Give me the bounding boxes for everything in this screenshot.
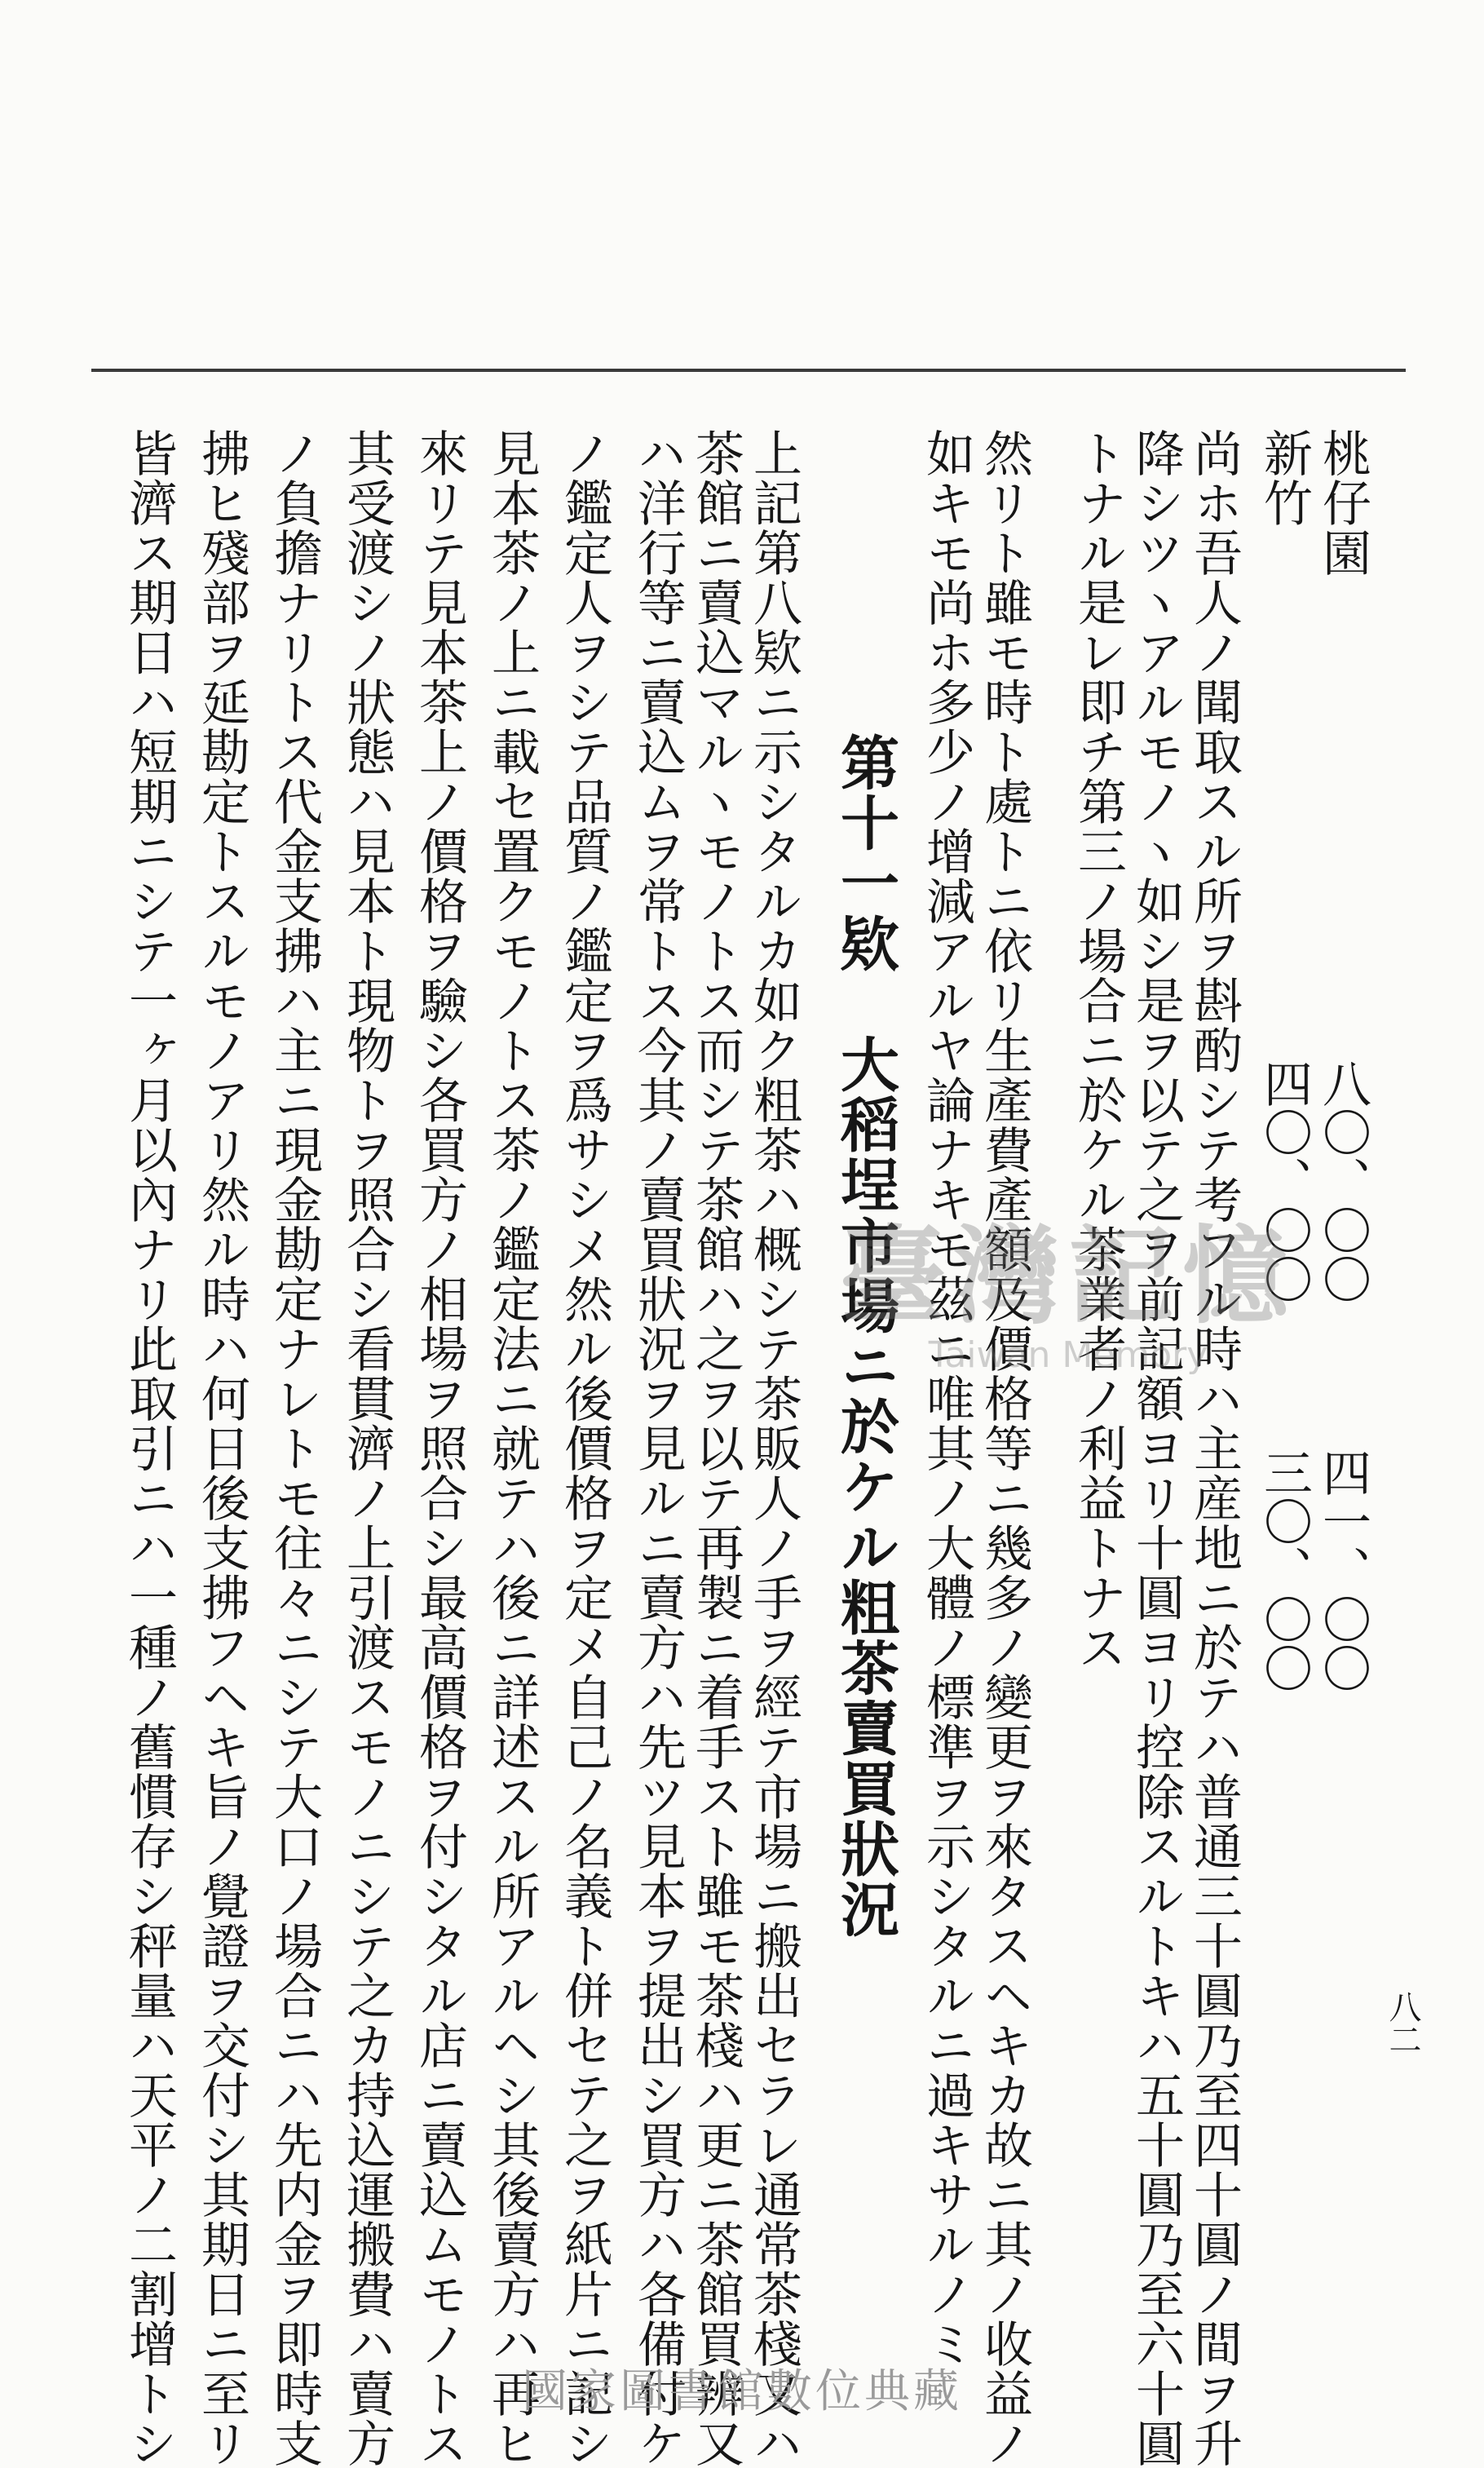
body-column: 然リト雖モ時ト處トニ依リ生產費產額及價格等ニ幾多ノ變更ヲ來タスヘキカ故ニ其ノ收益ノ xyxy=(976,428,1033,2468)
watermark-sub-text: Taiwan Memory xyxy=(928,1334,1208,1376)
section-column: 上記第八欵ニ示シタルカ如ク粗茶ハ概シテ茶販人ノ手ヲ經テ市場ニ搬出セラレ通常茶棧又ハ xyxy=(745,428,802,2468)
section-column: ハ洋行等ニ賣込ムヲ常トス今其ノ賣買狀況ヲ見ルニ賣方ハ先ツ見本ヲ提出シ買方ハ各備付ケ xyxy=(629,428,687,2468)
section-column: 來リテ見本茶上ノ價格ヲ驗シ各買方ノ相場ヲ照合シ最高價格ヲ付シタル店ニ賣込ムモノトス xyxy=(411,428,468,2468)
section-column: 茶館ニ賣込マルヽモノトス而シテ茶館ハ之ヲ以テ再製ニ着手スト雖モ茶棧ハ更ニ茶館買辨又 xyxy=(687,428,744,2468)
section-column: ノ負擔ナリトス代金支拂ハ主ニ現金勘定ナレトモ往々ニシテ大口ノ場合ニハ先内金ヲ即時支 xyxy=(266,428,323,2468)
section-column: 拂ヒ殘部ヲ延勘定トスルモノアリ然ル時ハ何日後支拂フヘキ旨ノ覺證ヲ交付シ其期日ニ至リ xyxy=(193,428,250,2468)
section-column: 見本茶ノ上ニ載セ置クモノトス茶ノ鑑定法ニ就テハ後ニ詳述スル所アルヘシ其後賣方ハ再ヒ xyxy=(484,428,541,2468)
table-value-hsinchu-a: 四〇、〇〇 xyxy=(1256,1059,1313,1303)
header-rule xyxy=(91,369,1406,372)
table-place-hsinchu: 新竹 xyxy=(1256,428,1313,528)
table-value-hsinchu-b: 三〇、〇〇 xyxy=(1256,1448,1313,1692)
footer-archive-label: 國家圖書館數位典藏 xyxy=(522,2365,962,2418)
page-number: 八二 xyxy=(1384,1990,1421,2055)
table-value-taoyuan-a: 八〇、〇〇 xyxy=(1314,1059,1371,1303)
table-value-taoyuan-b: 四一、〇〇 xyxy=(1314,1448,1371,1692)
section-column: ノ鑑定人ヲシテ品質ノ鑑定ヲ爲サシメ然ル後價格ヲ定メ自己ノ名義ト併セテ之ヲ紙片ニ記シ xyxy=(556,428,613,2468)
section-heading: 第十一欵 大稻埕市場ニ於ケル粗茶賣買狀況 xyxy=(831,732,900,1939)
body-column: 降シツヽアルモノヽ如シ是ヲ以テ之ヲ前記額ヨリ十圓ヨリ控除スルトキハ五十圓乃至六十圓 xyxy=(1128,428,1185,2468)
body-column: 尚ホ吾人ノ聞取スル所ヲ斟酌シテ考フル時ハ主産地ニ於テハ普通三十圓乃至四十圓ノ間ヲ升 xyxy=(1186,428,1243,2468)
body-column: 如キモ尚ホ多少ノ增減アルヤ論ナキモ茲ニ唯其ノ大體ノ標準ヲ示シタルニ過キサルノミ xyxy=(918,428,975,2368)
body-column: トナル是レ即チ第三ノ場合ニ於ケル茶業者ノ利益トナス xyxy=(1070,428,1127,1672)
section-column: 其受渡シノ狀態ハ見本ト現物トヲ照合シ看貫濟ノ上引渡スモノニシテ之カ持込運搬費ハ賣方 xyxy=(338,428,395,2468)
section-column: 皆濟ス期日ハ短期ニシテ一ヶ月以內ナリ此取引ニハ一種ノ舊慣存シ秤量ハ天平ノ二割增トシ xyxy=(121,428,178,2468)
watermark-main-text: 臺灣記憶 xyxy=(839,1214,1296,1338)
table-place-taoyuan: 桃仔園 xyxy=(1314,428,1371,577)
